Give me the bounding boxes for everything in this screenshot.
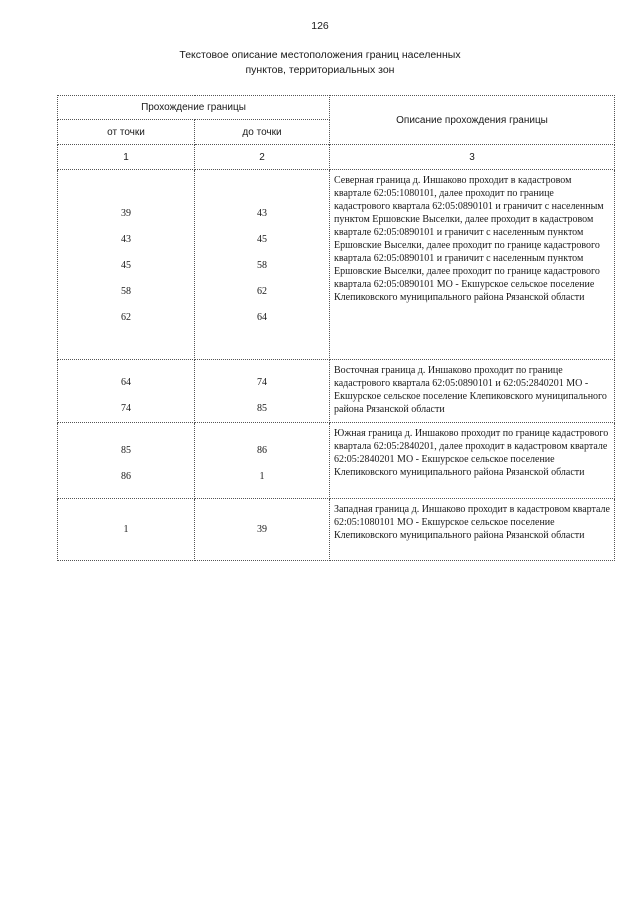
boundary-table xyxy=(57,95,615,561)
from-point: 86 xyxy=(121,471,131,482)
to-point: 86 xyxy=(257,445,267,456)
column-number-1: 1 xyxy=(58,145,195,170)
from-point: 64 xyxy=(121,377,131,388)
from-point: 39 xyxy=(121,208,131,219)
from-points-cell xyxy=(58,170,195,360)
header-row-1 xyxy=(58,96,615,120)
to-points-cell xyxy=(195,170,330,360)
to-points-cell xyxy=(195,360,330,423)
from-point: 1 xyxy=(123,524,129,535)
to-point: 39 xyxy=(257,524,267,535)
column-number-2: 2 xyxy=(195,145,330,170)
header-from-point: от точки xyxy=(58,120,195,145)
document-title xyxy=(120,48,520,78)
to-point: 64 xyxy=(257,312,267,323)
to-point: 58 xyxy=(257,260,267,271)
to-point: 74 xyxy=(257,377,267,388)
to-point: 1 xyxy=(259,471,265,482)
from-point: 58 xyxy=(121,286,131,297)
to-point: 85 xyxy=(257,403,267,414)
header-description: Описание прохождения границы xyxy=(330,96,615,145)
header-group: Прохождение границы xyxy=(58,96,330,120)
from-point: 74 xyxy=(121,403,131,414)
from-point: 43 xyxy=(121,234,131,245)
to-point: 62 xyxy=(257,286,267,297)
table-row xyxy=(58,499,615,561)
title-line-1: Текстовое описание местоположения границ населенных xyxy=(179,49,461,61)
from-point: 62 xyxy=(121,312,131,323)
header-to-point: до точки xyxy=(195,120,330,145)
to-point: 43 xyxy=(257,208,267,219)
boundary-description: Западная граница д. Иншаково проходит в кадастровом квартале 62:05:1080101 МО - Екшурское сельское поселение Клепиковского муниципального района Рязанской области xyxy=(330,499,615,561)
to-point: 45 xyxy=(257,234,267,245)
to-points-cell xyxy=(195,423,330,499)
from-points-cell xyxy=(58,360,195,423)
title-line-2: пунктов, территориальных зон xyxy=(245,64,395,76)
from-points-cell xyxy=(58,499,195,561)
column-number-3: 3 xyxy=(330,145,615,170)
table-row xyxy=(58,360,615,423)
table-row xyxy=(58,170,615,360)
from-points-cell xyxy=(58,423,195,499)
page-number: 126 xyxy=(311,20,329,32)
boundary-description: Южная граница д. Иншаково проходит по границе кадастрового квартала 62:05:2840201, далее проходит в кадастровом квартале 62:05:2840201 МО - Екшурское сельское поселение Клепиковского муниципального района Рязанской области xyxy=(330,423,615,499)
from-point: 85 xyxy=(121,445,131,456)
to-points-cell xyxy=(195,499,330,561)
boundary-description: Северная граница д. Иншаково проходит в кадастровом квартале 62:05:1080101, далее проходит по границе кадастрового квартала 62:05:0890101 и граничит с населенным пунктом Ершовские Выселки, далее проходит в кадастровом квартале 62:05:0890101 и граничит с населенным пунктом Ершовские Выселки, далее проходит по границе кадастрового квартала 62:05:0890101 и граничит с населенным пунктом Ершовские Выселки, далее проходит по границе кадастрового квартала 62:05:0890101 МО - Екшурское сельское поселение Клепиковского муниципального района Рязанской области xyxy=(330,170,615,360)
table-row xyxy=(58,423,615,499)
boundary-description: Восточная граница д. Иншаково проходит по границе кадастрового квартала 62:05:0890101 и 62:05:2840201 МО - Екшурское сельское поселение Клепиковского муниципального района Рязанской области xyxy=(330,360,615,423)
column-numbers-row xyxy=(58,145,615,170)
from-point: 45 xyxy=(121,260,131,271)
